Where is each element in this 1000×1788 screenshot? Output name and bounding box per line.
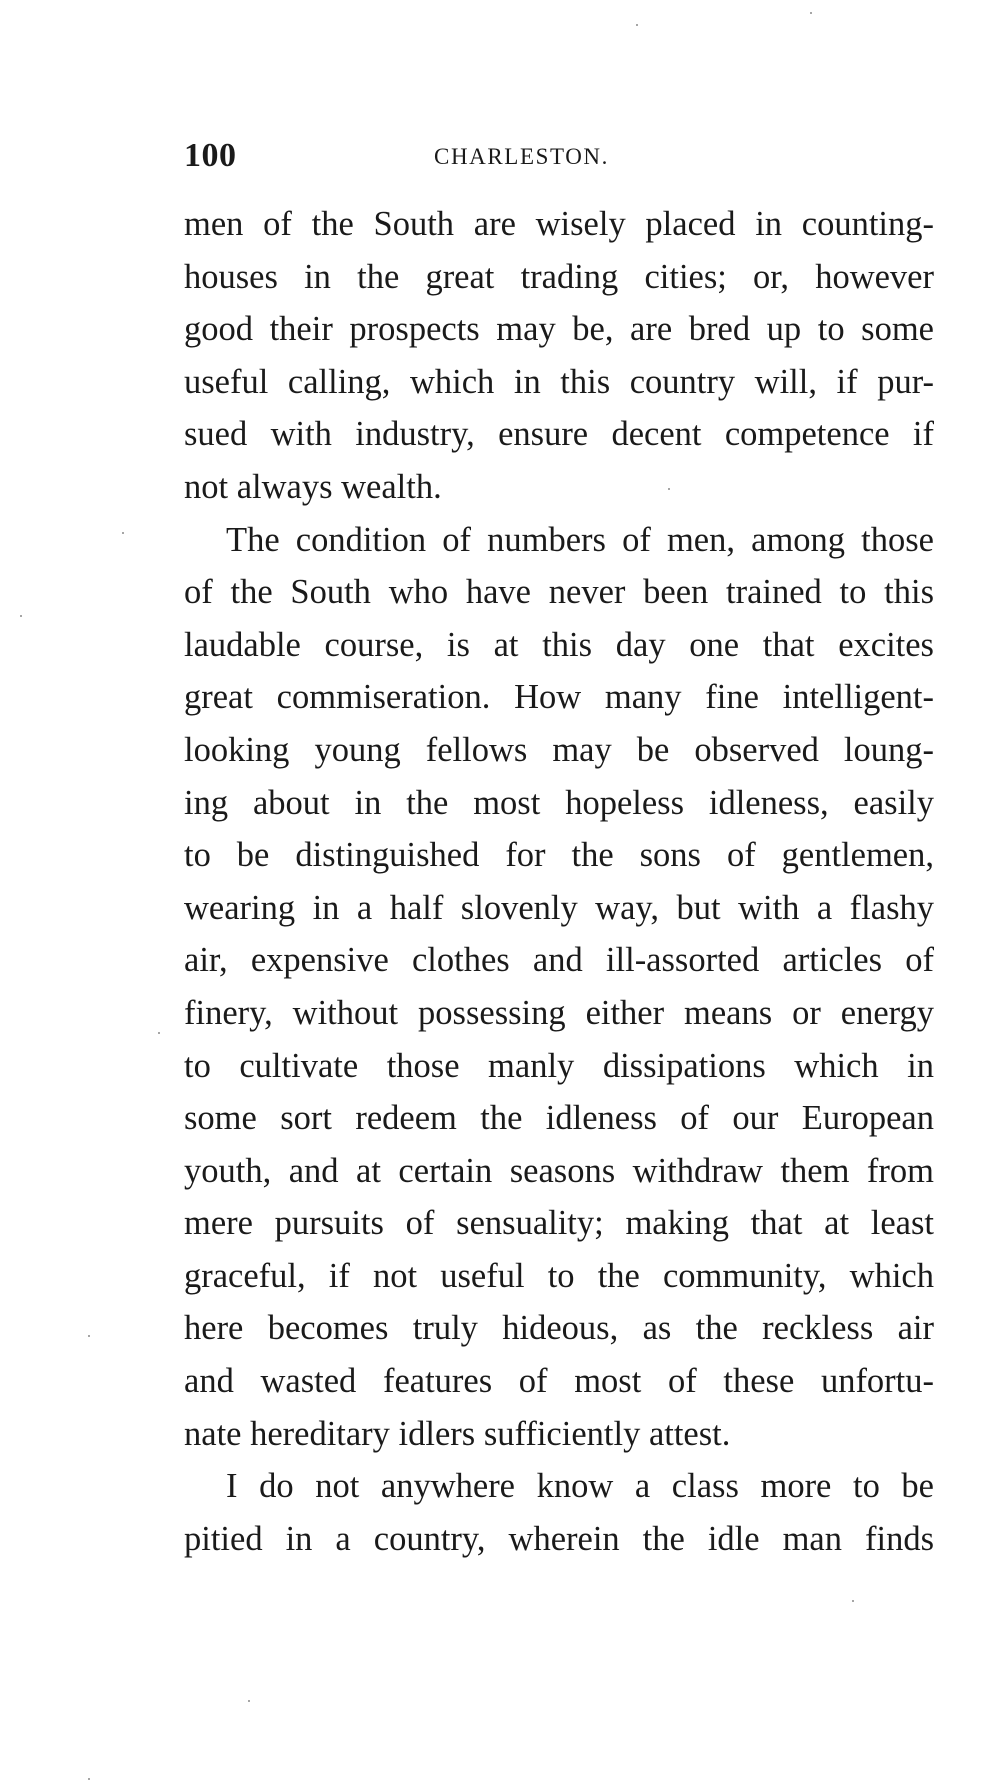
scan-speck (810, 12, 812, 14)
scan-speck (852, 1600, 854, 1602)
text-line: useful calling, which in this country will, if pur- (184, 362, 934, 401)
scan-speck (88, 1778, 90, 1780)
scan-speck (122, 532, 124, 534)
text-line: looking young fellows may be observed loung- (184, 730, 934, 769)
text-line: nate hereditary idlers sufficiently attest. (184, 1414, 731, 1453)
running-title: CHARLESTON. (434, 144, 609, 169)
text-line: some sort redeem the idleness of our European (184, 1099, 934, 1138)
text-line: to be distinguished for the sons of gentlemen, (184, 836, 934, 875)
text-line: great commiseration. How many fine intelligent- (184, 678, 934, 717)
scan-speck (88, 1335, 90, 1337)
text-line: wearing in a half slovenly way, but with a flashy (184, 888, 934, 927)
scan-speck (158, 1032, 160, 1034)
text-line: men of the South are wisely placed in counting- (184, 205, 934, 243)
paragraph-first-line: I do not anywhere know a class more to be (226, 1467, 934, 1506)
text-line: sued with industry, ensure decent competence if (184, 415, 934, 454)
text-line: mere pursuits of sensuality; making that at least (184, 1204, 934, 1243)
body-text (184, 198, 934, 1565)
text-line: ing about in the most hopeless idleness, easily (184, 783, 934, 822)
text-line: laudable course, is at this day one that excites (184, 625, 934, 664)
text-line: of the South who have never been trained to this (184, 573, 934, 612)
text-line: not always wealth. (184, 467, 442, 506)
text-line: air, expensive clothes and ill-assorted articles of (184, 941, 934, 980)
text-line: to cultivate those manly dissipations which in (184, 1046, 934, 1085)
running-head (184, 136, 934, 176)
text-line: graceful, if not useful to the community, which (184, 1256, 934, 1295)
text-line: pitied in a country, wherein the idle man finds (184, 1519, 934, 1558)
scan-speck (668, 488, 670, 490)
text-line: youth, and at certain seasons withdraw them from (184, 1151, 934, 1190)
text-line: finery, without possessing either means or energy (184, 993, 934, 1032)
text-line: here becomes truly hideous, as the reckless air (184, 1309, 934, 1348)
scan-speck (20, 615, 22, 617)
text-line: and wasted features of most of these unfortu- (184, 1362, 934, 1401)
page-number: 100 (184, 137, 237, 174)
scan-speck (248, 1700, 250, 1702)
paragraph-first-line: The condition of numbers of men, among those (226, 520, 934, 559)
text-line: good their prospects may be, are bred up to some (184, 310, 934, 349)
scan-speck (636, 24, 638, 26)
text-line: houses in the great trading cities; or, however (184, 257, 934, 296)
